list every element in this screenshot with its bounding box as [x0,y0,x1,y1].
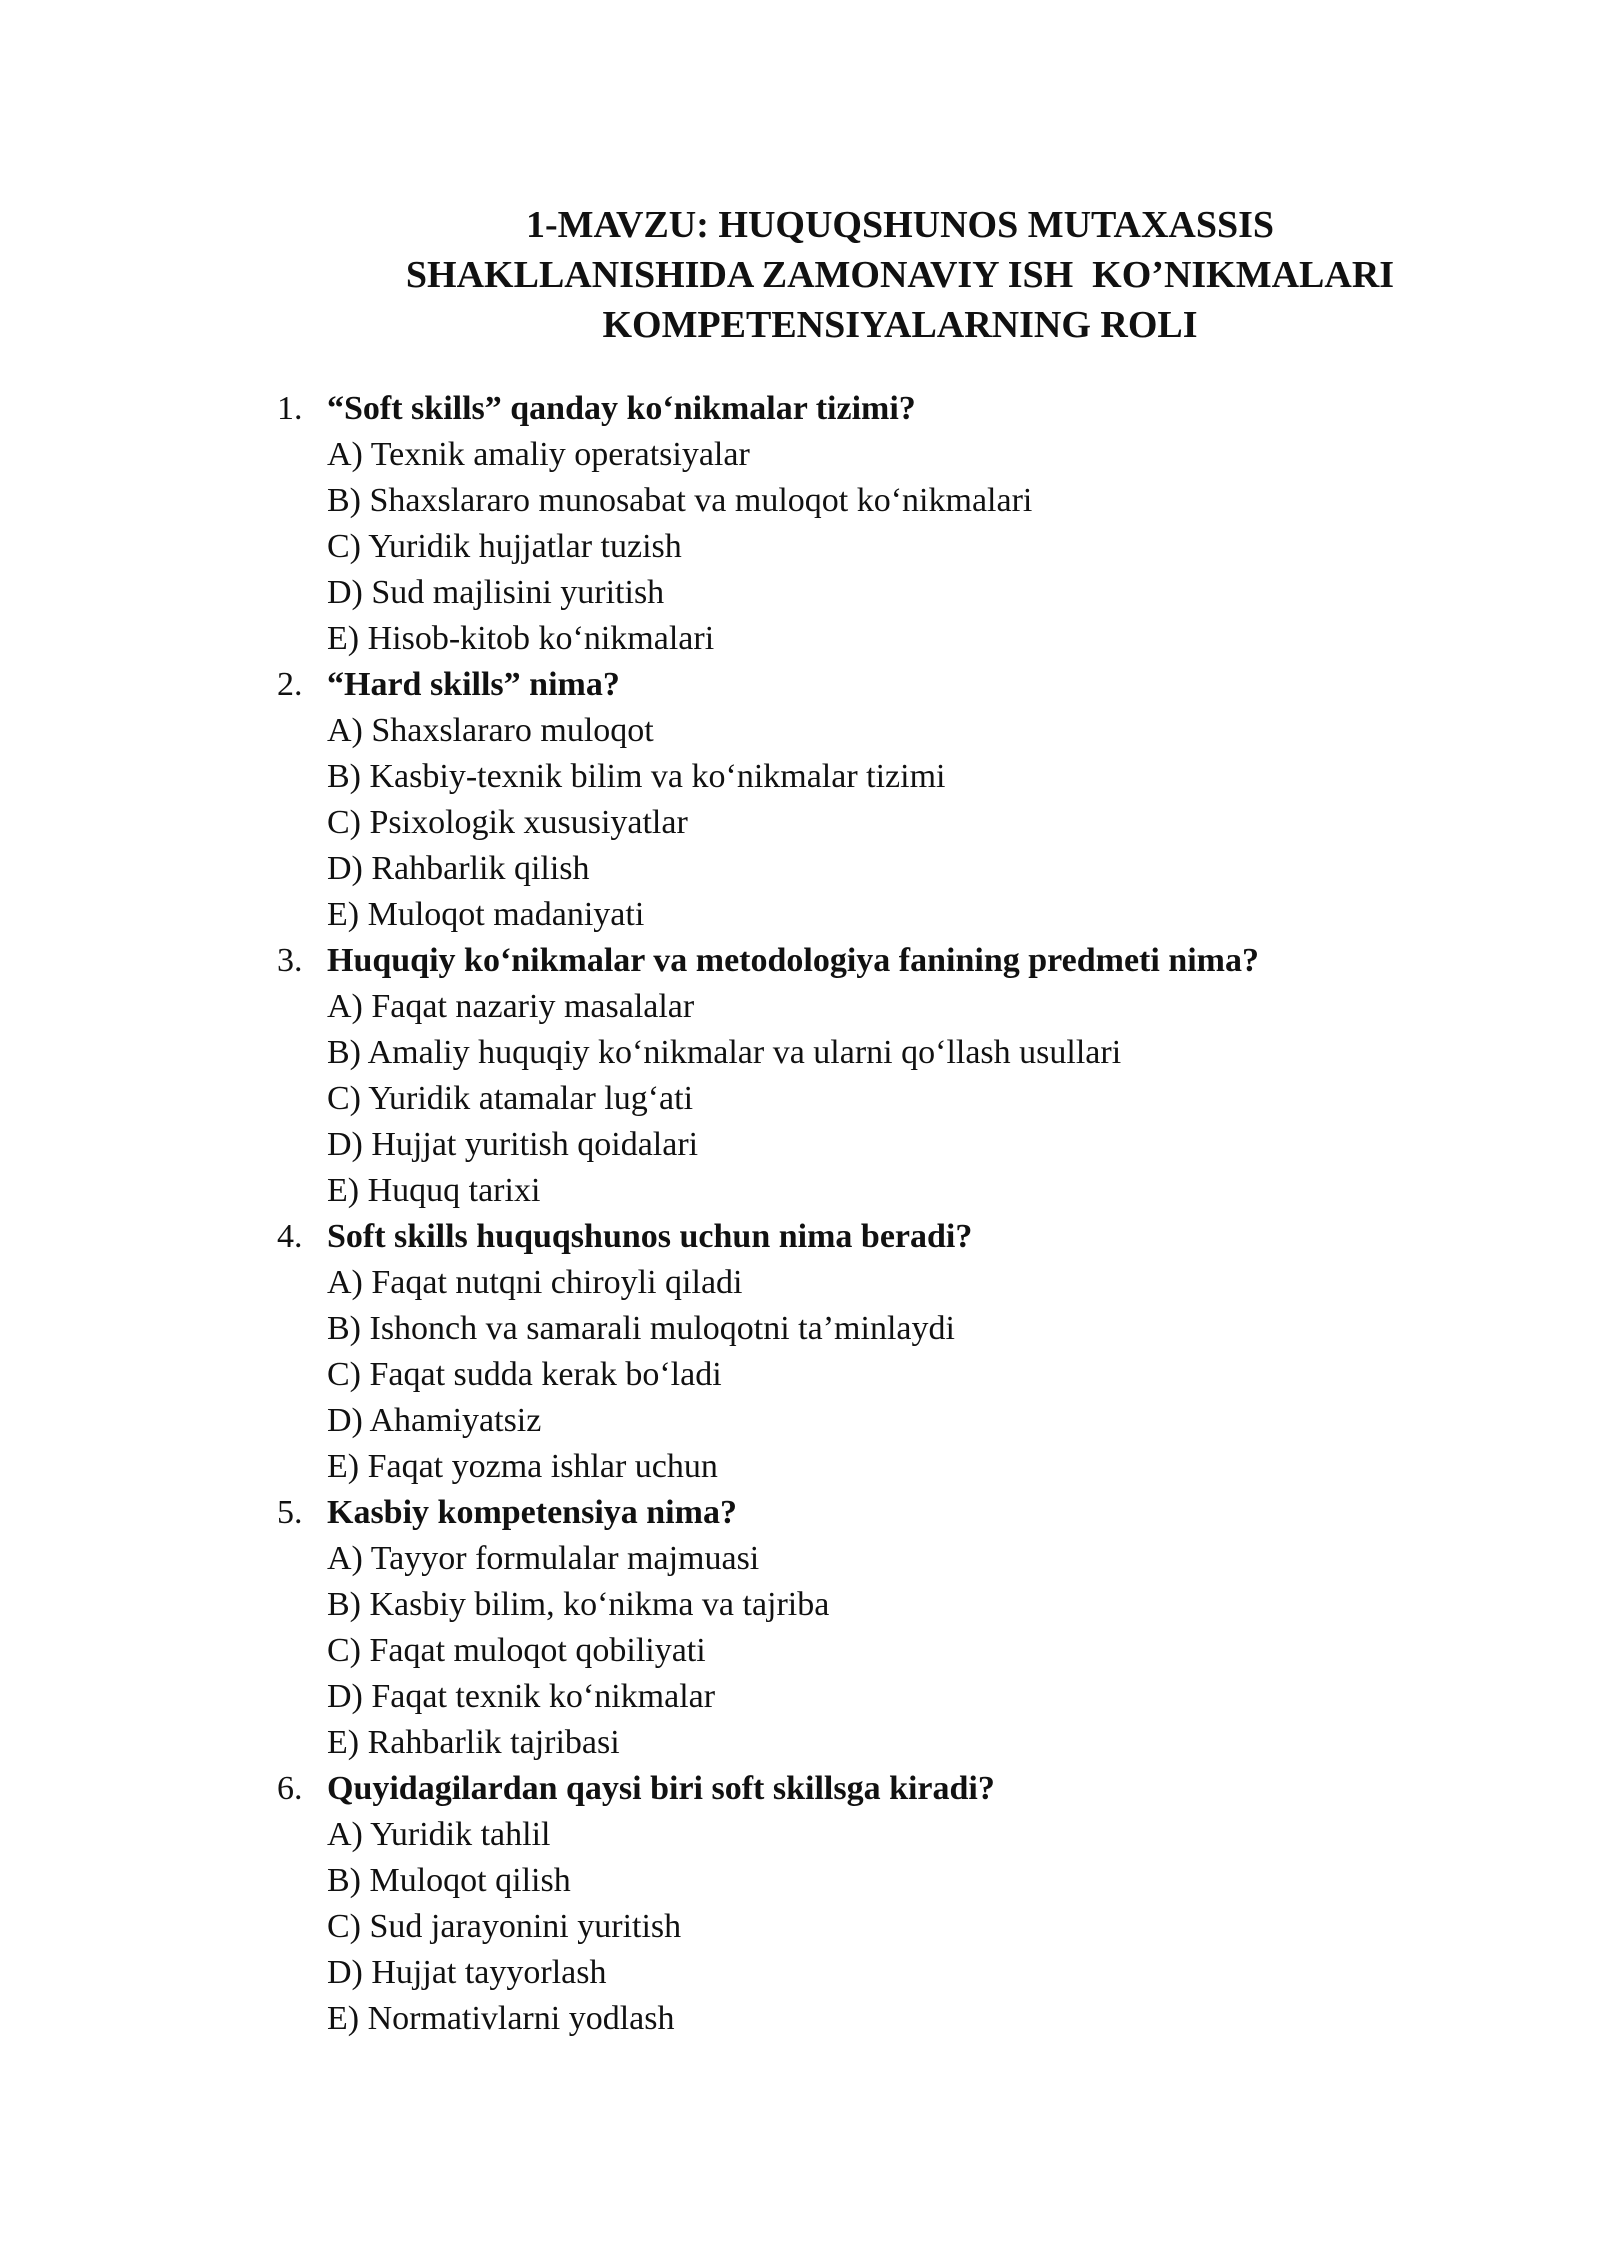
question-item [277,662,1477,938]
answer-option: B) Kasbiy-texnik bilim va ko‘nikmalar tizimi [327,758,946,795]
answer-option: E) Huquq tarixi [327,1172,541,1209]
answer-option: E) Faqat yozma ishlar uchun [327,1448,718,1485]
answer-option: C) Sud jarayonini yuritish [327,1908,682,1945]
answer-option: D) Hujjat yuritish qoidalari [327,1126,699,1163]
answer-option: B) Amaliy huquqiy ko‘nikmalar va ularni qo‘llash usullari [327,1034,1122,1071]
answer-option: D) Ahamiyatsiz [327,1402,542,1439]
question-text: Huquqiy ko‘nikmalar va metodologiya fanining predmeti nima? [327,942,1259,979]
question-number: 5. [277,1494,303,1531]
answer-option: A) Yuridik tahlil [327,1816,551,1853]
question-item [277,1766,1477,2042]
question-item [277,1490,1477,1766]
answer-option: D) Faqat texnik ko‘nikmalar [327,1678,716,1715]
answer-option: E) Normativlarni yodlash [327,2000,675,2037]
title-line-1: 1-MAVZU: HUQUQSHUNOS MUTAXASSIS [525,204,1275,246]
answer-option: B) Ishonch va samarali muloqotni ta’minlaydi [327,1310,955,1347]
answer-option: C) Faqat sudda kerak bo‘ladi [327,1356,722,1393]
answer-option: A) Faqat nutqni chiroyli qiladi [327,1264,743,1301]
question-heading [277,1214,1477,1260]
answer-option: C) Yuridik atamalar lug‘ati [327,1080,694,1117]
question-heading [277,662,1477,708]
title-line-2: SHAKLLANISHIDA ZAMONAVIY ISH KO’NIKMALARI [405,254,1395,296]
answer-option: D) Rahbarlik qilish [327,850,590,887]
answer-option: B) Muloqot qilish [327,1862,571,1899]
question-item [277,386,1477,662]
answer-option: C) Psixologik xususiyatlar [327,804,688,841]
answer-option: C) Yuridik hujjatlar tuzish [327,528,682,565]
question-number: 2. [277,666,303,703]
answer-option: C) Faqat muloqot qobiliyati [327,1632,706,1669]
question-item [277,938,1477,1214]
question-list [277,386,1477,2042]
question-number: 4. [277,1218,303,1255]
answer-option: A) Texnik amaliy operatsiyalar [327,436,750,473]
question-text: Kasbiy kompetensiya nima? [327,1494,737,1531]
question-item [277,1214,1477,1490]
question-heading [277,1766,1477,1812]
answer-option: E) Rahbarlik tajribasi [327,1724,620,1761]
answer-option: B) Kasbiy bilim, ko‘nikma va tajriba [327,1586,830,1623]
page-title [300,200,1500,350]
question-text: “Soft skills” qanday ko‘nikmalar tizimi? [327,390,916,427]
answer-option: B) Shaxslararo munosabat va muloqot ko‘nikmalari [327,482,1033,519]
title-line-3: KOMPETENSIYALARNING ROLI [602,304,1198,346]
answer-option: D) Hujjat tayyorlash [327,1954,607,1991]
answer-option: A) Faqat nazariy masalalar [327,988,695,1025]
answer-option: E) Hisob-kitob ko‘nikmalari [327,620,715,657]
question-text: “Hard skills” nima? [327,666,620,703]
answer-option: A) Tayyor formulalar majmuasi [327,1540,760,1577]
answer-option: D) Sud majlisini yuritish [327,574,665,611]
answer-option: A) Shaxslararo muloqot [327,712,654,749]
question-number: 1. [277,390,303,427]
question-number: 3. [277,942,303,979]
question-heading [277,938,1477,984]
answer-option: E) Muloqot madaniyati [327,896,645,933]
question-text: Quyidagilardan qaysi biri soft skillsga kiradi? [327,1770,995,1807]
question-heading [277,1490,1477,1536]
question-number: 6. [277,1770,303,1807]
question-text: Soft skills huquqshunos uchun nima beradi? [327,1218,973,1255]
question-heading [277,386,1477,432]
